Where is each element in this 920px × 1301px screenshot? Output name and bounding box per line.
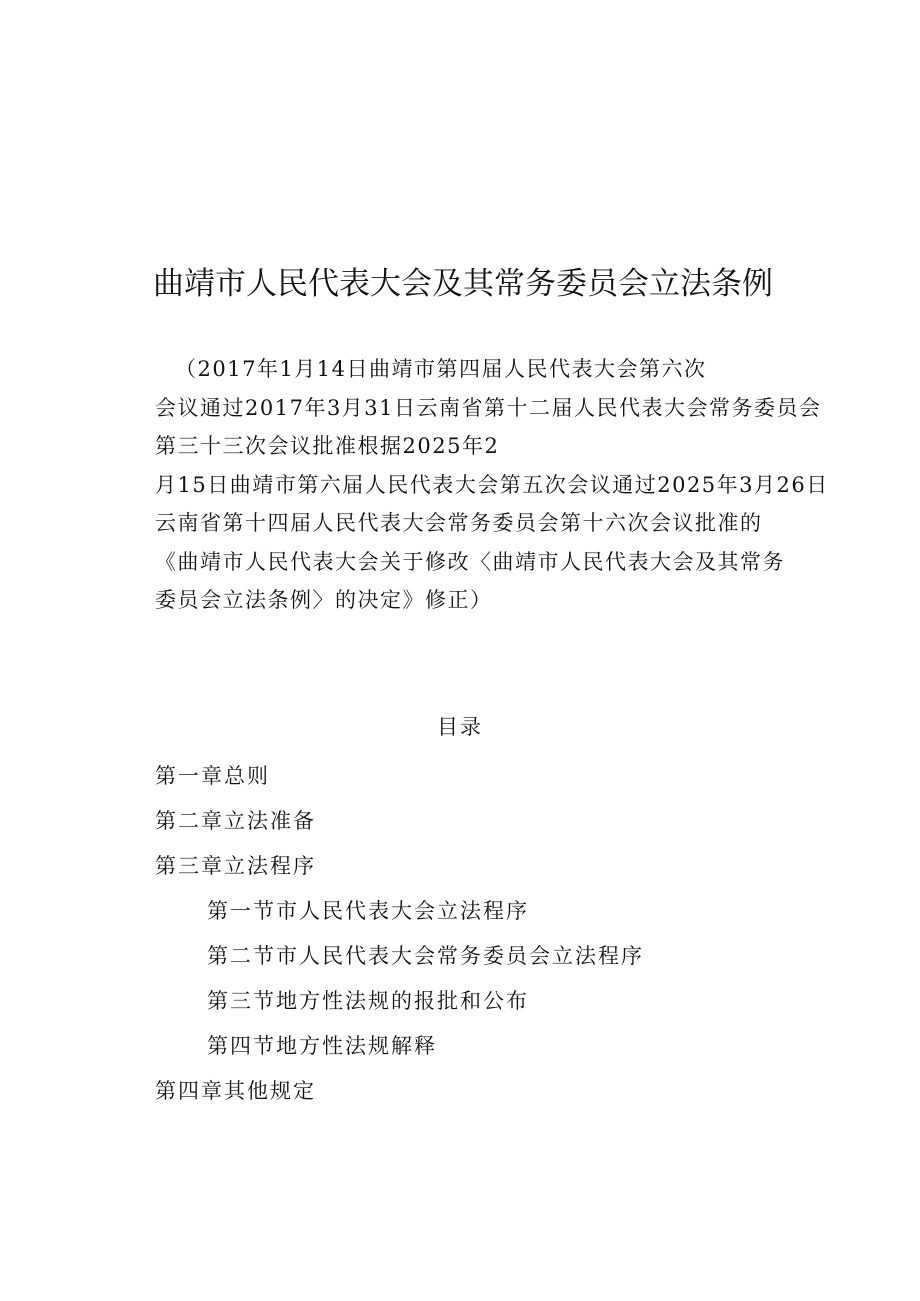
adoption-note (155, 350, 835, 620)
toc-section: 第三节地方性法规的报批和公布 (207, 989, 529, 1013)
note-line: 云南省第十四届人民代表大会常务委员会第十六次会议批准的 (155, 511, 763, 535)
note-line: 委员会立法条例〉的决定》修正） (155, 588, 493, 612)
note-line: 会议通过2017年3月31日云南省第十二届人民代表大会常务委员会 (155, 395, 822, 420)
document-title: 曲靖市人民代表大会及其常务委员会立法条例 (153, 266, 773, 302)
toc-section: 第二节市人民代表大会常务委员会立法程序 (207, 944, 644, 968)
toc-chapter: 第一章总则 (155, 764, 270, 788)
toc-chapter: 第三章立法程序 (155, 854, 316, 878)
note-line: 月15日曲靖市第六届人民代表大会第五次会议通过2025年3月26日 (155, 472, 829, 497)
note-line: 《曲靖市人民代表大会关于修改〈曲靖市人民代表大会及其常务 (155, 549, 785, 574)
toc-section: 第四节地方性法规解释 (207, 1034, 437, 1058)
toc-section: 第一节市人民代表大会立法程序 (207, 899, 529, 923)
toc-heading: 目录 (437, 715, 483, 739)
note-line: （2017年1月14日曲靖市第四届人民代表大会第六次 (175, 357, 707, 381)
table-of-contents (155, 754, 835, 1114)
toc-chapter: 第四章其他规定 (155, 1079, 316, 1103)
note-line: 第三十三次会议批准根据2025年2 (155, 434, 500, 458)
toc-chapter: 第二章立法准备 (155, 809, 316, 833)
